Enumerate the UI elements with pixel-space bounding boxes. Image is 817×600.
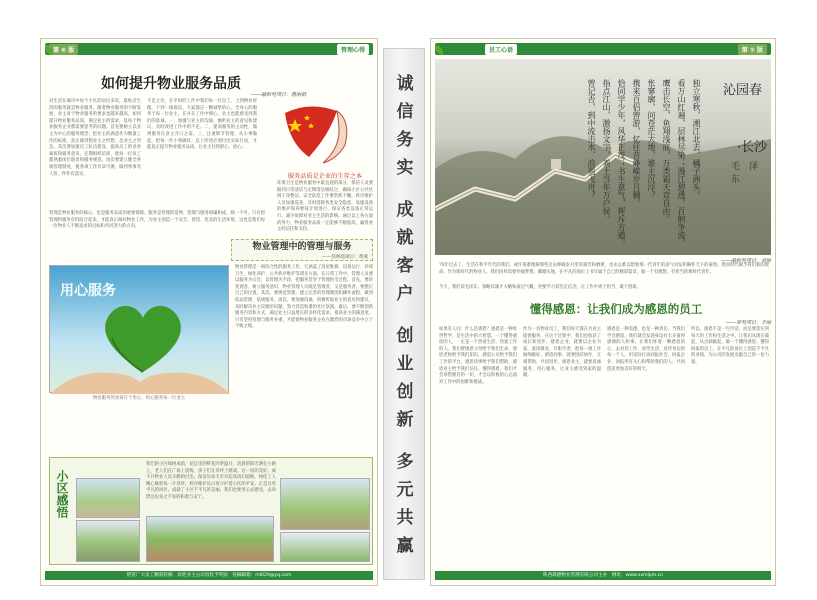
poem-comment: 70年过去了，生活在和平年代的我们，或许很难理解那些过去峥嵘岁月里的艰苦和磨难，也永远难以想象那一代青年的意气风发和胸怀天下的豪情。然而时代赋予我们新的使命，作为新时代的物业人，我们同样需要怀揣梦想，脚踏实地，在平凡的岗位上书写属于自己的精彩篇章，做一个有理想、有担当的新时代青年。 bbox=[439, 263, 769, 275]
left-header-bar bbox=[45, 43, 373, 55]
article-col-1: 对生活在城市中每个小区的居民来说，最贴近生活的服务就是物业服务。随着物业服务的不断发展，业主对于物业服务的要求也越来越高。如何提升物业服务品质，满足业主的需求，是每个物业服务企业都需要思考的问题。首先要树立以业主为中心的服务理念，把业主的满意作为衡量工作的标准，真正做到想业主之所想、急业主之所急。其次要加强员工队伍建设，提高员工的业务素质和服务意识，定期组织培训，使每一位员工都熟悉岗位职责和服务规范。再次要建立健全各项管理制度，使各项工作有章可循，做到事事有人管、件件有落实。 bbox=[49, 99, 141, 177]
right-page bbox=[430, 38, 776, 586]
slogan-char: 业 bbox=[396, 354, 414, 374]
article-title: 如何提升物业服务品质 bbox=[101, 76, 241, 92]
community-photo-3 bbox=[280, 478, 370, 530]
poem-line: 恰同学少年，风华正茂；书生意气，挥斥方遒。 bbox=[617, 79, 626, 247]
community-photo-2 bbox=[76, 520, 140, 562]
logo-caption: 服务品质是企业的生存之本 bbox=[287, 173, 363, 180]
article2-byline: ——伟林苑项目：黄燕 bbox=[322, 255, 368, 260]
community-photo-4 bbox=[146, 516, 274, 562]
left-footer: 佬管广大员工精彩投稿 欢迎业主公司再投予奖励 投稿邮箱：ml029@yq.com bbox=[45, 571, 373, 580]
poem-box bbox=[49, 457, 373, 565]
article-col-2: 作为一名物业员工，我们每天都在为业主提供服务，在这个过程中，我们也收获了成长和进步。感恩企业，就要以企业为家，爱岗敬业，尽职尽责，把每一项工作做细做好。感恩同事，就要团结协作，互相帮助，共同进步。感恩业主，就要真诚服务，用心服务，让业主感受到家的温暖。 bbox=[523, 327, 601, 379]
poem-body: 我们的小区绿树成荫，花坛里的鲜花四季盛开，清晨的阳光洒在小路上，老人们在广场上晨练，孩子们在草坪上嬉戏。这一切的美好，离不开物业人员辛勤的付出。保洁员每天早早起床清扫道路，绿化工人精心修剪每一片草坪，秩序维护员日夜守护着小区的平安。正是这些平凡的岗位，成就了小区不平凡的美丽。我们也要用心去感受，去珍惜这份来之不易的和谐与安宁。 bbox=[146, 462, 276, 500]
slogan-char: 就 bbox=[396, 228, 414, 248]
right-header-bar bbox=[435, 43, 771, 55]
hands-icon bbox=[50, 354, 230, 394]
article-col-4: 所以，感恩不是一句空话，而是要落实到每天的工作和生活之中。让我们从现在做起，从点滴做起，做一个懂得感恩、懂得回报的员工，在平凡的岗位上创造不平凡的业绩，为公司的发展贡献自己的一份力量。 bbox=[691, 327, 769, 365]
poem-line: 独立寒秋，湘江北去，橘子洲头。 bbox=[692, 79, 701, 199]
article2-title-box bbox=[231, 239, 373, 261]
left-page bbox=[40, 38, 378, 586]
poem-title: 小区感悟 bbox=[55, 470, 69, 518]
poem-line: 看万山红遍，层林尽染；漫江碧透，百舸争流。 bbox=[677, 79, 686, 247]
poem-title-main: 沁园春 bbox=[723, 83, 763, 98]
article-col-1: 如果有人问：什么是感恩？感恩是一种处世哲学，是生活中的大智慧。一个懂得感恩的人，一定是一个热爱生活、热爱工作的人。我们要感恩父母给予我们生命，感恩老师给予我们知识，感恩公司给予我们工作的平台，感恩同事给予我们帮助，感恩业主给予我们信任。懂得感恩，我们才会珍惜拥有的一切，才会以积极的心态面对工作中的困难和挑战。 bbox=[439, 327, 517, 385]
slogan-char: 成 bbox=[396, 200, 414, 220]
article-title: 懂得感恩：让我们成为感恩的员工 bbox=[529, 302, 703, 316]
article-col-3: 环境卫生是物业服务中最直观的部分，保洁人员要做到日常清洁与定期清洁相结合，确保小区公共区域干净整洁。安全防范工作要常抓不懈，秩序维护人员加强巡查，及时消除各类安全隐患。设施设备的维护保养要按计划进行，保证各类设备正常运行，减少故障对业主生活的影响。通过以上各方面的努力，物业服务品质一定能够不断提高，赢得业主的信任和支持。 bbox=[277, 181, 373, 233]
section-label: 员工心语 bbox=[485, 44, 517, 55]
slogan-char: 新 bbox=[396, 410, 414, 430]
slogan-char: 多 bbox=[396, 452, 414, 472]
poem-line: 鹰击长空，鱼翔浅底，万类霜天竞自由。 bbox=[662, 79, 671, 223]
poem-line: 曾记否，到中流击水，浪遏飞舟？ bbox=[587, 79, 596, 199]
heart-caption: 物业服务的真谛在于用心，用心服务每一位业主 bbox=[92, 396, 186, 401]
article-byline: ——翠苑项目：李丽 bbox=[725, 320, 771, 326]
poem-title-sub: ·长沙 bbox=[737, 140, 768, 155]
poem-title bbox=[723, 79, 773, 155]
page-number-badge: 第 ⑦ 版 bbox=[738, 44, 767, 55]
slogan-char: 赢 bbox=[396, 536, 414, 556]
community-photo-5 bbox=[280, 532, 370, 562]
poem-comment-2: 今天，我们读毛泽东，领略其雄才大略和豪迈气概，更要学习其坚定信念，在工作中勇于担当、敢于创新。 bbox=[439, 285, 641, 290]
poem-line: 指点江山，激扬文字，粪土当年万户侯。 bbox=[602, 79, 611, 223]
slogan-char: 实 bbox=[396, 158, 414, 178]
slogan-char: 信 bbox=[396, 102, 414, 122]
article2-intro: 管理是物业服务的核心，也是服务品质的重要保障。服务是管理的延伸，管理与服务相辅相成、缺一不可。只有把管理和服务有机结合起来，才能真正做好物业工作，为业主创造一个安全、舒适、优美的生活环境，这也是我们每一位物业人不断追求的目标和共同努力的方向。 bbox=[49, 211, 265, 230]
poem-line: 携来百侣曾游，忆往昔峥嵘岁月稠。 bbox=[632, 79, 641, 207]
article-col-3: 感恩是一种美德，也是一种责任。当我们学会感恩，我们就会发现身边有太多值得感谢的人和事。让我们怀着一颗感恩的心，去对待工作、对待生活、对待身边的每一个人，用实际行动回报社会、回报企业、回报所有关心和帮助我们的人，共同创造更加美好的明天。 bbox=[607, 327, 685, 372]
poem-author: 毛 泽 东 bbox=[731, 162, 768, 185]
slogan-char: 创 bbox=[396, 382, 414, 402]
article-col-2: 不足之处，在平时的工作中我们每一位员工，上到物业经理，下到一线保洁，大家都应一颗诚挚的心，全身心的服务于每一位业主，在并在工作中细心，业主也能感受到我们的真诚。一、加强与业主的沟通，倾听业主的意见和建议，及时改进工作中的不足。二、提高服务的主动性，做到服务在业主开口之前。三、注重细节管理，从小事做起，把每一件小事做好。以上所述必须付出实际行动，才能真正提升物业服务品质，让业主住得舒心、放心。 bbox=[147, 99, 257, 151]
heart-title: 用心服务 bbox=[60, 283, 116, 299]
slogan-char: 创 bbox=[396, 326, 414, 346]
slogan-char: 务 bbox=[396, 130, 414, 150]
poem-reader: ——融和苑项目：刘丽 bbox=[720, 258, 771, 264]
heart-photo bbox=[49, 265, 229, 393]
slogan-char: 共 bbox=[396, 508, 414, 528]
page-number-badge: 第 ⑥ 版 bbox=[49, 44, 78, 55]
slogan-char: 客 bbox=[396, 256, 414, 276]
article2-body: 物业管理是一项综合性的服务工作，它涵盖了房屋维修、设备运行、环境卫生、绿化养护、公共秩序维护等诸多方面。在日常工作中，管理人员要以服务为宗旨，以管理为手段，把服务贯穿于管理的全过程。首先，要转变观念，树立服务意识，物业管理人员既是管理者，又是服务者，要摆正自己的位置。其次，要规范管理，建立完善的管理制度和操作流程，做到依法管理、依规服务。再次，要加强沟通，积极听取业主的意见和建议，及时解决业主反映的问题，努力营造和谐的社区氛围。最后，要不断创新服务内容和方式，满足业主日益增长的多样化需求，提高业主的满意度。只有坚持管理与服务并重，才能使物业服务企业在激烈的市场竞争中立于不败之地。 bbox=[235, 265, 373, 330]
poem-line: 怅寥廓，问苍茫大地，谁主沉浮？ bbox=[647, 79, 656, 199]
article2-title: 物业管理中的管理与服务 bbox=[252, 242, 352, 252]
slogan-char: 户 bbox=[396, 284, 414, 304]
article-byline: ——融和苑项目：惠丽娟 bbox=[251, 92, 307, 98]
community-photo-1 bbox=[76, 478, 140, 518]
slogan-char: 诚 bbox=[396, 74, 414, 94]
company-logo bbox=[279, 101, 367, 171]
section-label: 管理心得 bbox=[337, 44, 369, 55]
slogan-column bbox=[383, 48, 425, 580]
slogan-char: 元 bbox=[396, 480, 414, 500]
right-footer: 陕西森德物业管理有限公司主办 网址：www.sxmlpm.cn bbox=[435, 571, 771, 580]
